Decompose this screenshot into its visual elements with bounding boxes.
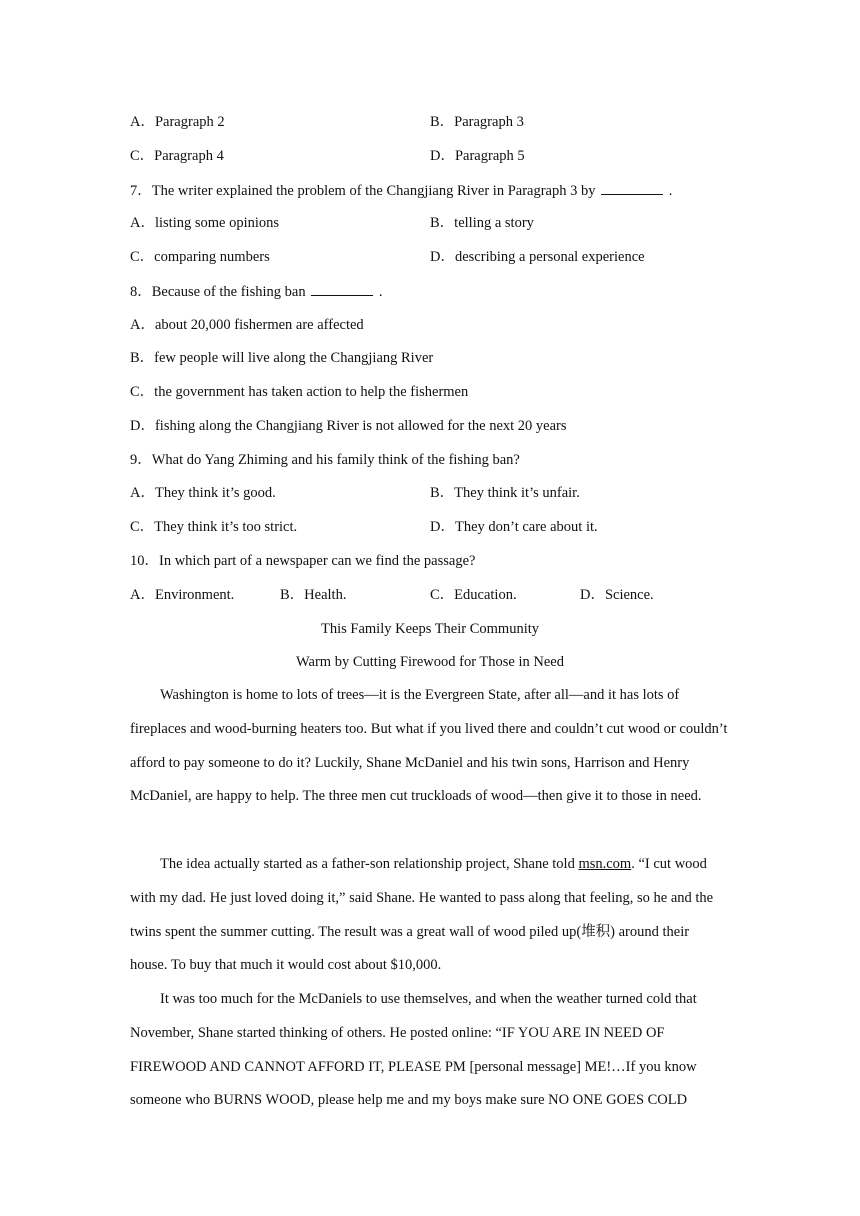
q6-option-a: A．Paragraph 2 — [130, 114, 225, 130]
q6-option-c: C．Paragraph 4 — [130, 148, 224, 164]
passage-paragraph-3: It was too much for the McDaniels to use themselves, and when the weather turned cold that November, Shane started thinking of others. He posted online: “IF YOU ARE IN NEED OF FIREWOOD AND CANNOT AFFORD IT, PLEASE PM [personal message] ME!…If you know someone who BURNS WOOD, please help me and my boys make sure NO ONE GOES COLD — [130, 991, 697, 1109]
q7-stem-end: . — [668, 183, 673, 199]
q7-option-a: A．listing some opinions — [130, 215, 280, 231]
q7-option-c: C．comparing numbers — [130, 249, 270, 265]
msn-link[interactable]: msn.com — [578, 856, 632, 872]
q10-option-c: C．Education. — [430, 587, 517, 603]
q9-option-a: A．They think it’s good. — [130, 485, 276, 501]
q6-option-d: D．Paragraph 5 — [430, 148, 525, 164]
passage-title-line2: Warm by Cutting Firewood for Those in Need — [296, 654, 564, 670]
q8-answer-blank[interactable] — [311, 282, 373, 296]
passage-paragraph-2 — [130, 848, 730, 983]
q6-option-b: B．Paragraph 3 — [430, 114, 524, 130]
q8-option-a: A．about 20,000 fishermen are affected — [130, 317, 364, 333]
q8-option-b: B．few people will live along the Changjiang River — [130, 350, 434, 366]
q7-stem-text: 7．The writer explained the problem of the Changjiang River in Paragraph 3 by — [130, 183, 596, 199]
passage-paragraph-2-text-a: The idea actually started as a father-son relationship project, Shane told — [160, 856, 579, 872]
q9-option-c: C．They think it’s too strict. — [130, 519, 298, 535]
passage-paragraph-1: Washington is home to lots of trees—it is the Evergreen State, after all—and it has lots of fireplaces and wood-burning heaters too. But what if you lived there and couldn’t cut wood or couldn’t afford to pay someone to do it? Luckily, Shane McDaniel and his twin sons, Harrison and Henry McDaniel, are happy to help. The three men cut truckloads of wood—then give it to those in need. — [130, 687, 728, 805]
q10-option-b: B．Health. — [280, 587, 347, 603]
q10-stem: 10．In which part of a newspaper can we find the passage? — [130, 553, 476, 569]
q8-option-c: C．the government has taken action to help the fishermen — [130, 384, 469, 400]
q10-option-a: A．Environment. — [130, 587, 235, 603]
q8-stem-text: 8．Because of the fishing ban — [130, 284, 306, 300]
q8-option-d: D．fishing along the Changjiang River is not allowed for the next 20 years — [130, 418, 567, 434]
q9-option-b: B．They think it’s unfair. — [430, 485, 580, 501]
q8-stem — [130, 282, 382, 301]
q9-option-d: D．They don’t care about it. — [430, 519, 598, 535]
passage-title-line1: This Family Keeps Their Community — [320, 621, 540, 637]
q8-stem-end: . — [378, 284, 383, 300]
q7-stem — [130, 181, 672, 200]
q7-option-b: B．telling a story — [430, 215, 534, 231]
q10-option-d: D．Science. — [580, 587, 654, 603]
q9-stem: 9．What do Yang Zhiming and his family think of the fishing ban? — [130, 452, 520, 468]
q7-answer-blank[interactable] — [601, 181, 663, 195]
q7-option-d: D．describing a personal experience — [430, 249, 645, 265]
passage-paragraph-2-text-b: . “I cut wood with my dad. He just loved doing it,” said Shane. He wanted to pass along that feeling, so he and the twins spent the summer cutting. The result was a great wall of wood piled up(堆积) around their house. To buy that much it would cost about $10,000. — [130, 856, 714, 974]
